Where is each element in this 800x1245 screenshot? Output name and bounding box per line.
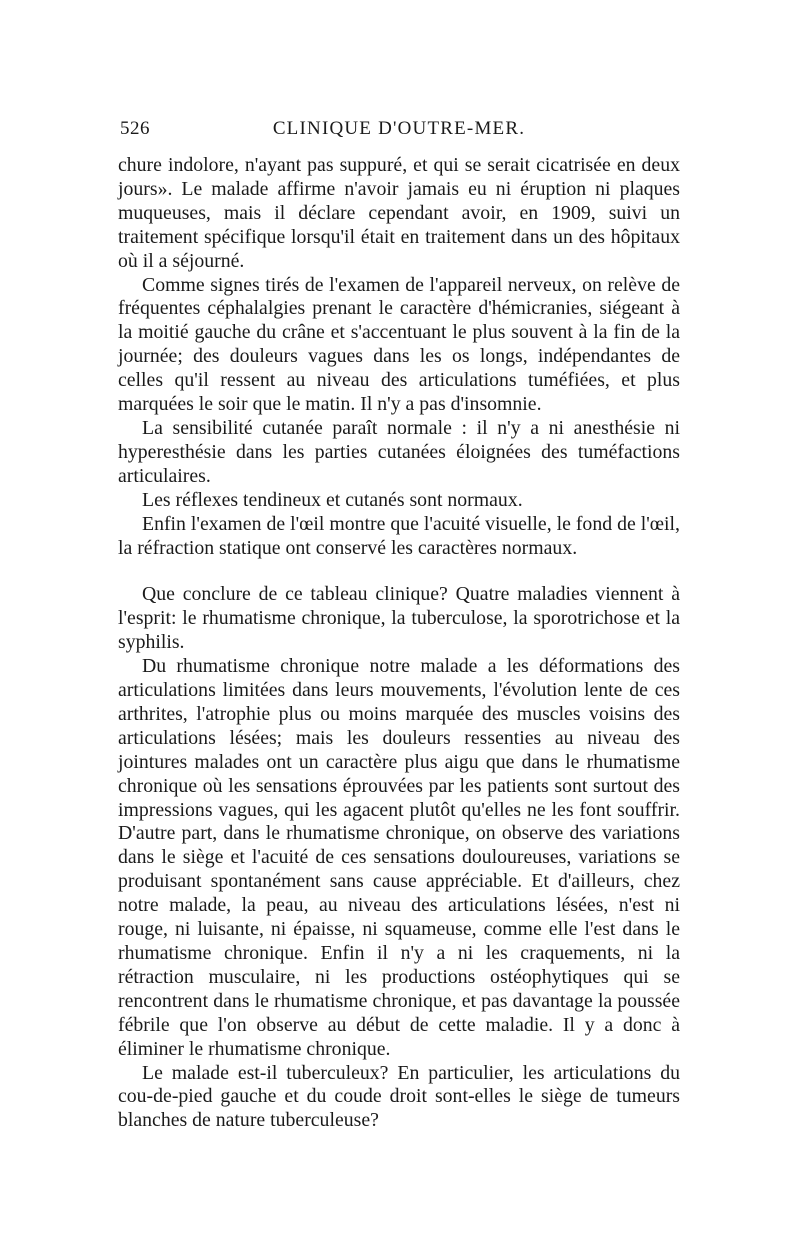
body-text <box>118 154 680 1133</box>
book-page <box>118 118 680 1133</box>
page-header <box>118 118 680 148</box>
paragraph: Enfin l'examen de l'œil montre que l'acuité visuelle, le fond de l'œil, la réfraction statique ont conservé les caractères normaux. <box>118 512 680 559</box>
paragraph: Que conclure de ce tableau clinique? Quatre maladies viennent à l'esprit: le rhumatisme chronique, la tuberculose, la sporotrichose et la syphilis. <box>118 583 680 654</box>
paragraph: Les réflexes tendineux et cutanés sont normaux. <box>142 488 523 511</box>
paragraph: Le malade est-il tuberculeux? En particulier, les articulations du cou-de-pied gauche et du coude droit sont-elles le siège de tumeurs blanches de nature tuberculeuse? <box>118 1061 680 1132</box>
paragraph: Comme signes tirés de l'examen de l'appareil nerveux, on relève de fréquentes céphalalgies prenant le caractère d'hémicranies, siégeant à la moitié gauche du crâne et s'accentuant le plus souvent à la fin de la journée; des douleurs vagues dans les os longs, indépendantes de celles qu'il ressent au niveau des articulations tuméfiées, et plus marquées le soir que le matin. Il n'y a pas d'insomnie. <box>118 273 680 416</box>
paragraph: chure indolore, n'ayant pas suppuré, et qui se serait cicatrisée en deux jours». Le malade affirme n'avoir jamais eu ni éruption ni plaques muqueuses, mais il déclare cependant avoir, en 1909, suivi un traitement spécifique lorsqu'il était en traitement dans un des hôpitaux où il a séjourné. <box>118 154 680 272</box>
paragraph: Du rhumatisme chronique notre malade a les déformations des articulations limitées dans leurs mouvements, l'évolution lente de ces arthrites, l'atrophie plus ou moins marquée des muscles voisins des articulations lésées; mais les douleurs ressenties au niveau des jointures malades ont un caractère plus aigu que dans le rhumatisme chronique où les sensations éprouvées par les patients sont surtout des impressions vagues, qui les agacent plutôt qu'elles ne les font souffrir. D'autre part, dans le rhumatisme chronique, on observe des variations dans le siège et l'acuité de ces sensations douloureuses, variations se produisant spontanément sans cause appréciable. Et d'ailleurs, chez notre malade, la peau, au niveau des articulations lésées, n'est ni rouge, ni luisante, ni épaisse, ni squameuse, comme elle l'est dans le rhumatisme chronique. Enfin il n'y a ni les craquements, ni la rétraction musculaire, ni les productions ostéophytiques qui se rencontrent dans le rhumatisme chronique, et pas davantage la poussée fébrile que l'on observe au début de cette maladie. Il y a donc à éliminer le rhumatisme chronique. <box>118 655 680 1060</box>
page-number: 526 <box>120 118 150 139</box>
paragraph: La sensibilité cutanée paraît normale : il n'y a ni anesthésie ni hyperesthésie dans les parties cutanées éloignées des tuméfactions articulaires. <box>118 416 680 487</box>
running-title: CLINIQUE D'OUTRE-MER. <box>272 118 526 139</box>
